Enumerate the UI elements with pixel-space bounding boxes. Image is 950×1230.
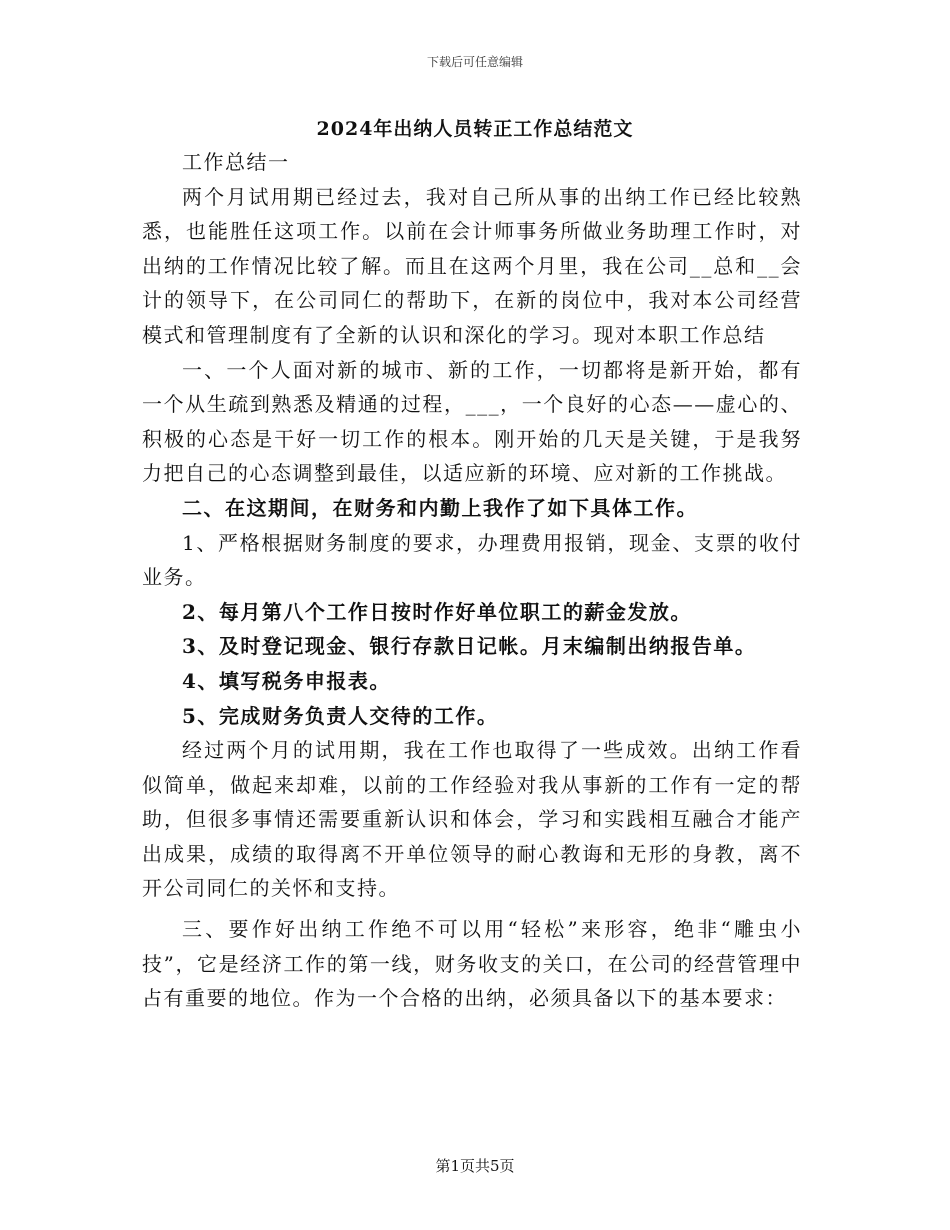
list-item-2: 2、每月第八个工作日按时作好单位职工的薪金发放。 xyxy=(182,599,692,624)
section-heading: 工作总结一 xyxy=(182,150,290,174)
list-item-4: 4、填写税务申报表。 xyxy=(182,668,391,693)
paragraph-intro: 两个月试用期已经过去，我对自己所从事的出纳工作已经比较熟悉，也能胜任这项工作。以前在会计师事务所做业务助理工作时，对出纳的工作情况比较了解。而且在这两个月里，我在公司__总和__会计的领导下，在公司同仁的帮助下，在新的岗位中，我对本公司经营模式和管理制度有了全新的认识和深化的学习。现对本职工作总结 xyxy=(142,184,802,347)
list-item-3: 3、及时登记现金、银行存款日记帐。月末编制出纳报告单。 xyxy=(182,634,757,659)
list-item-1: 1、严格根据财务制度的要求，办理费用报销，现金、支票的收付业务。 xyxy=(142,530,802,590)
paragraph-point-one: 一、一个人面对新的城市、新的工作，一切都将是新开始，都有一个从生疏到熟悉及精通的过程，___，一个良好的心态——虚心的、积极的心态是干好一切工作的根本。刚开始的几天是关键，于是我努力把自己的心态调整到最佳，以适应新的环境、应对新的工作挑战。 xyxy=(142,357,802,486)
document-body xyxy=(142,145,802,1016)
document-title: 2024年出纳人员转正工作总结范文 xyxy=(316,118,634,140)
paragraph-point-three: 三、要作好出纳工作绝不可以用“轻松”来形容，绝非“雕虫小技”，它是经济工作的第一线，财务收支的关口，在公司的经营管理中占有重要的地位。作为一个合格的出纳，必须具备以下的基本要求： xyxy=(142,917,802,1011)
paragraph-point-two-heading: 二、在这期间，在财务和内勤上我作了如下具体工作。 xyxy=(182,495,698,520)
page-header-note: 下载后可任意编辑 xyxy=(426,55,523,69)
page-number: 第1页共5页 xyxy=(435,1157,515,1175)
paragraph-results: 经过两个月的试用期，我在工作也取得了一些成效。出纳工作看似简单，做起来却难，以前的工作经验对我从事新的工作有一定的帮助，但很多事情还需要重新认识和体会，学习和实践相互融合才能产出成果，成绩的取得离不开单位领导的耐心教诲和无形的身教，离不开公司同仁的关怀和支持。 xyxy=(142,738,802,901)
list-item-5: 5、完成财务负责人交待的工作。 xyxy=(182,703,499,728)
